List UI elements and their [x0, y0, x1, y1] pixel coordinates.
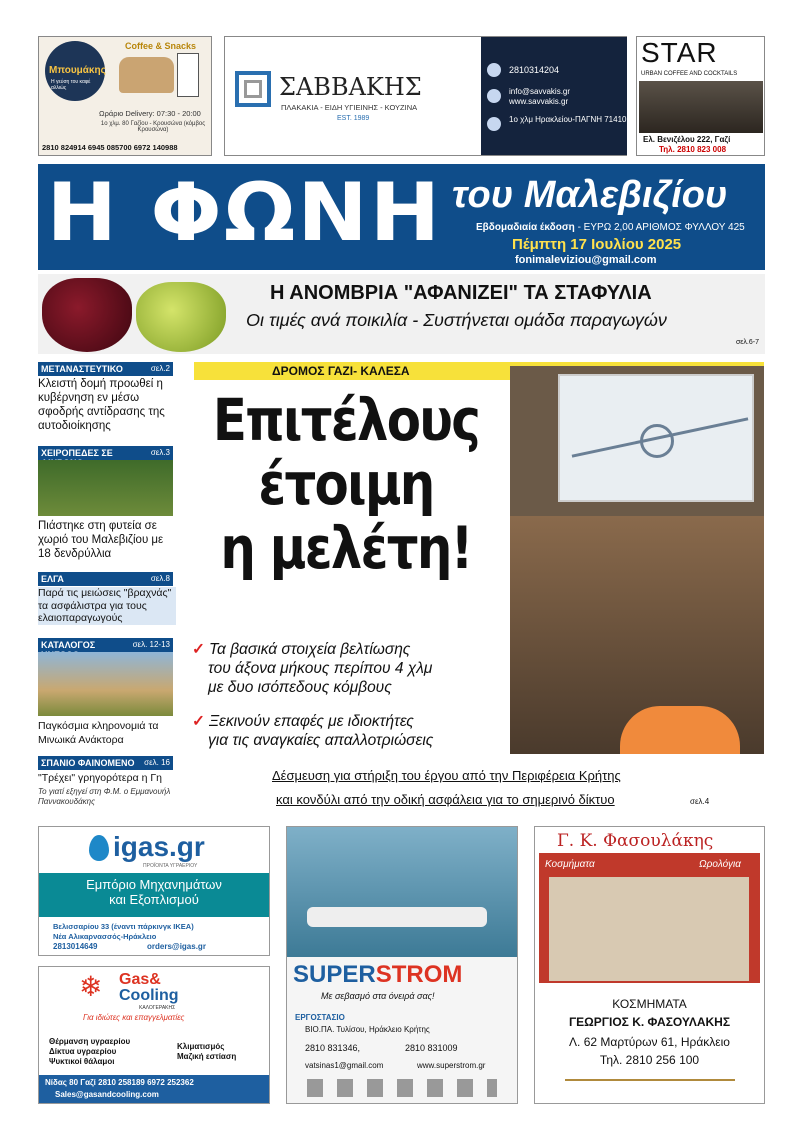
strom-phone2: 2810 831009 [405, 1043, 458, 1053]
masthead-title: Η ΦΩΝΗ [46, 166, 443, 259]
main-footer-line: Δέσμευση για στήριξη του έργου από την Περιφέρεια Κρήτης [272, 768, 621, 783]
gas-service: Μαζική εστίαση [177, 1052, 237, 1061]
sidebar-category: σελ.3 ΧΕΙΡΟΠΕΔΕΣ ΣΕ [38, 446, 173, 460]
igas-tag: ΠΡΟΪΟΝΤΑ ΥΓΡΑΕΡΙΟΥ [143, 863, 198, 869]
coffee-tagline: Η γεύση του καφέ αλλιώς [51, 79, 91, 91]
gas-service: Ψυκτικοί θάλαμοι [49, 1057, 115, 1066]
ad-fasoulakis [534, 826, 765, 1104]
sidebar-category: σελ. 12-13 ΚΑΤΑΛΟΓΟΣ [38, 638, 173, 652]
banner-subheadline: Οι τιμές ανά ποικιλία - Συστήνεται ομάδα παραγωγών [246, 310, 667, 330]
gas-contact-band [39, 1075, 269, 1103]
main-page-ref: σελ.4 [690, 797, 710, 806]
fas-line: Τηλ. 2810 256 100 [599, 1053, 700, 1067]
gas-name2: Cooling [119, 987, 179, 1004]
strom-address: ΒΙΟ.ΠΑ. Τυλίσου, Ηράκλειο Κρήτης [305, 1025, 430, 1034]
red-grapes-image [42, 278, 132, 352]
sandwich-icon [119, 57, 174, 93]
flame-icon [89, 835, 109, 861]
strom-label: ΕΡΓΟΣΤΑΣΙΟ [295, 1013, 345, 1022]
savvakis-est: EST. 1989 [337, 115, 370, 122]
strom-phone1: 2810 831346, [305, 1043, 361, 1053]
savvakis-address: 1ο χλμ Ηρακλείου-ΠΑΓΝΗ 71410 [509, 115, 627, 124]
projected-map [558, 374, 754, 502]
sidebar-story-text: Παρά τις μειώσεις "βραχνάς" τα ασφάλιστρα για τους ελαιοπαραγωγούς [38, 587, 176, 625]
masthead-subtitle: του Μαλεβιζίου [452, 174, 728, 216]
meeting-photo [510, 366, 764, 754]
coffee-name: Μπουμάκης [49, 65, 106, 76]
coffee-hours: Ωράριο Delivery: 07:30 - 20:00 [99, 109, 201, 118]
pin-icon [487, 117, 501, 131]
main-bullet: ✓ Ξεκινούν επαφές με ιδιοκτήτες για τις αναγκαίες απαλλοτριώσεις [192, 713, 434, 749]
banner-headline: Η ΑΝΟΜΒΡΙΑ "ΑΦΑΝΙΖΕΙ" ΤΑ ΣΤΑΦΥΛΙΑ [270, 282, 652, 304]
masthead-edition: Εβδομαδιαία έκδοση - ΕΥΡΩ 2,00 ΑΡΙΘΜΟΣ ΦΥΛΛΟΥ 425 [476, 222, 745, 233]
coffee-brand: Coffee & Snacks [125, 41, 197, 51]
fas-line: Λ. 62 Μαρτύρων 61, Ηράκλειο [569, 1035, 730, 1049]
gas-owner: ΚΑΛΟΓΕΡΑΚΗΣ [139, 1005, 176, 1011]
sidebar-knossos-image [38, 652, 173, 716]
gas-email: Sales@gasandcooling.com [55, 1090, 159, 1099]
check-icon: ✓ [192, 641, 205, 658]
strom-photo [287, 827, 517, 957]
sidebar-story-text: "Τρέχει" γρηγορότερα η Γη [38, 772, 162, 784]
main-bullet: ✓ Τα βασικά στοιχεία βελτίωσης του άξονα μήκους περίπου 4 χλμ με δυο ισόπεδους κόμβους [192, 641, 433, 696]
masthead-date: Πέμπτη 17 Ιουλίου 2025 [512, 236, 682, 253]
gas-name1: Gas& [119, 971, 161, 988]
sidebar-category: σελ. 16 ΣΠΑΝΙΟ ΦΑΙΝΟΜΕΝΟ [38, 756, 173, 770]
masthead-email: fonimaleviziou@gmail.com [515, 254, 657, 266]
fas-line: ΚΟΣΜΗΜΑΤΑ [612, 997, 687, 1011]
grapes-banner [38, 274, 765, 354]
headline-line: Επιτέλους [212, 386, 480, 454]
star-sub: URBAN COFFEE AND COCKTAILS [641, 71, 738, 77]
strom-web: www.superstrom.gr [417, 1061, 486, 1070]
check-icon: ✓ [192, 713, 205, 730]
strom-email: vatsinas1@gmail.com [305, 1061, 384, 1070]
savvakis-email: info@savvakis.gr [509, 87, 571, 96]
igas-band: Εμπόριο Μηχανημάτων και Εξοπλισμού [39, 873, 269, 917]
savvakis-desc: ΠΛΑΚΑΚΙΑ - ΕΙΔΗ ΥΓΙΕΙΝΗΣ - ΚΟΥΖΙΝΑ [281, 103, 418, 112]
star-photo [639, 81, 763, 133]
sidebar-plant-image [38, 460, 173, 516]
masthead [38, 164, 765, 270]
ad-gas-cooling [38, 966, 270, 1104]
fas-sign: Γ. Κ. Φασουλάκης [557, 831, 714, 851]
igas-logo: igas.gr [113, 831, 205, 862]
gas-service: Δίκτυα υγραερίου [49, 1047, 117, 1056]
gas-contact: Νίδας 80 Γαζί 2810 258189 6972 252362 [45, 1078, 194, 1087]
headline-line: έτοιμη [258, 450, 434, 518]
main-headline [208, 388, 483, 580]
headline-line: η μελέτη! [220, 514, 472, 582]
phone-icon [487, 63, 501, 77]
igas-address1: Βελισσαρίου 33 (έναντι πάρκινγκ ΙΚΕΑ) [53, 922, 194, 931]
savvakis-name: ΣΑΒΒΑΚΗΣ [279, 73, 422, 101]
fas-sign-left: Κοσμήματα [545, 859, 595, 870]
sidebar-story-text: Κλειστή δομή προωθεί η κυβέρνηση εν μέσω σφοδρής αντίδρασης της αυτοδιοίκησης [38, 378, 165, 432]
sidebar-story-note: Το γιατί εξηγεί στη Φ.Μ. ο Εμμανουήλ Παννακουδάκης [38, 787, 171, 806]
savvakis-contact-panel [481, 37, 627, 155]
savvakis-web: www.savvakis.gr [509, 97, 569, 106]
ad-superstrom [286, 826, 518, 1104]
cup-icon [177, 53, 199, 97]
snowflake-icon: ❄ [79, 971, 103, 1002]
ornament-divider [565, 1079, 735, 1081]
gas-service: Κλιματισμός [177, 1042, 225, 1051]
fas-sign-right: Ωρολόγια [699, 859, 741, 870]
savvakis-logo-icon [235, 71, 271, 107]
savvakis-phone: 2810314204 [509, 65, 560, 75]
ad-igas [38, 826, 270, 956]
gas-tag: Για ιδιώτες και επαγγελματίες [83, 1013, 185, 1022]
coffee-address: 1ο χλμ. 80 Γαζίου - Κρουσώνα (κόμβος Κρουσώνα) [100, 121, 206, 133]
sidebar-category: σελ.2 ΜΕΤΑΝΑΣΤΕΥΤΙΚΟ [38, 362, 173, 376]
certification-badges [307, 1079, 497, 1097]
igas-phone: 2813014649 [53, 942, 98, 951]
strom-slogan: Με σεβασμό στα όνειρά σας! [321, 991, 435, 1001]
igas-email: orders@igas.gr [147, 942, 206, 951]
web-icon [487, 89, 501, 103]
main-footer-line: και κονδύλι από την οδική ασφάλεια για το σημερινό δίκτυο [276, 792, 615, 807]
star-name: STAR [641, 37, 718, 68]
ad-star [636, 36, 765, 156]
shopfront-image [539, 853, 760, 983]
star-address: Ελ. Βενιζέλου 222, Γαζί [643, 135, 731, 144]
coffee-phones: 2810 824914 6945 085700 6972 140988 [42, 143, 178, 152]
gas-service: Θέρμανση υγραερίου [49, 1037, 131, 1046]
sidebar-story-text: Παγκόσμια κληρονομιά τα Μινωικά Ανάκτορα [38, 720, 159, 746]
sidebar-category: σελ.8 ΕΛΓΑ [38, 572, 173, 586]
green-grapes-image [136, 282, 226, 352]
ad-savvakis [224, 36, 627, 156]
strom-brand: SUPERSTROM [293, 961, 463, 988]
main-kicker: ΔΡΟΜΟΣ ΓΑΖΙ- ΚΑΛΕΣΑ [272, 364, 410, 378]
fas-line: ΓΕΩΡΓΙΟΣ Κ. ΦΑΣΟΥΛΑΚΗΣ [568, 1015, 731, 1029]
sidebar-story-text: Πιάστηκε στη φυτεία σε χωριό του Μαλεβιζίου με 18 δενδρύλλια [38, 520, 164, 560]
ad-coffee [38, 36, 212, 156]
banner-page-ref: σελ.6-7 [735, 339, 759, 346]
star-phone: Τηλ. 2810 823 008 [659, 145, 727, 154]
igas-address2: Νέα Αλικαρνασσός-Ηράκλειο [53, 932, 157, 941]
